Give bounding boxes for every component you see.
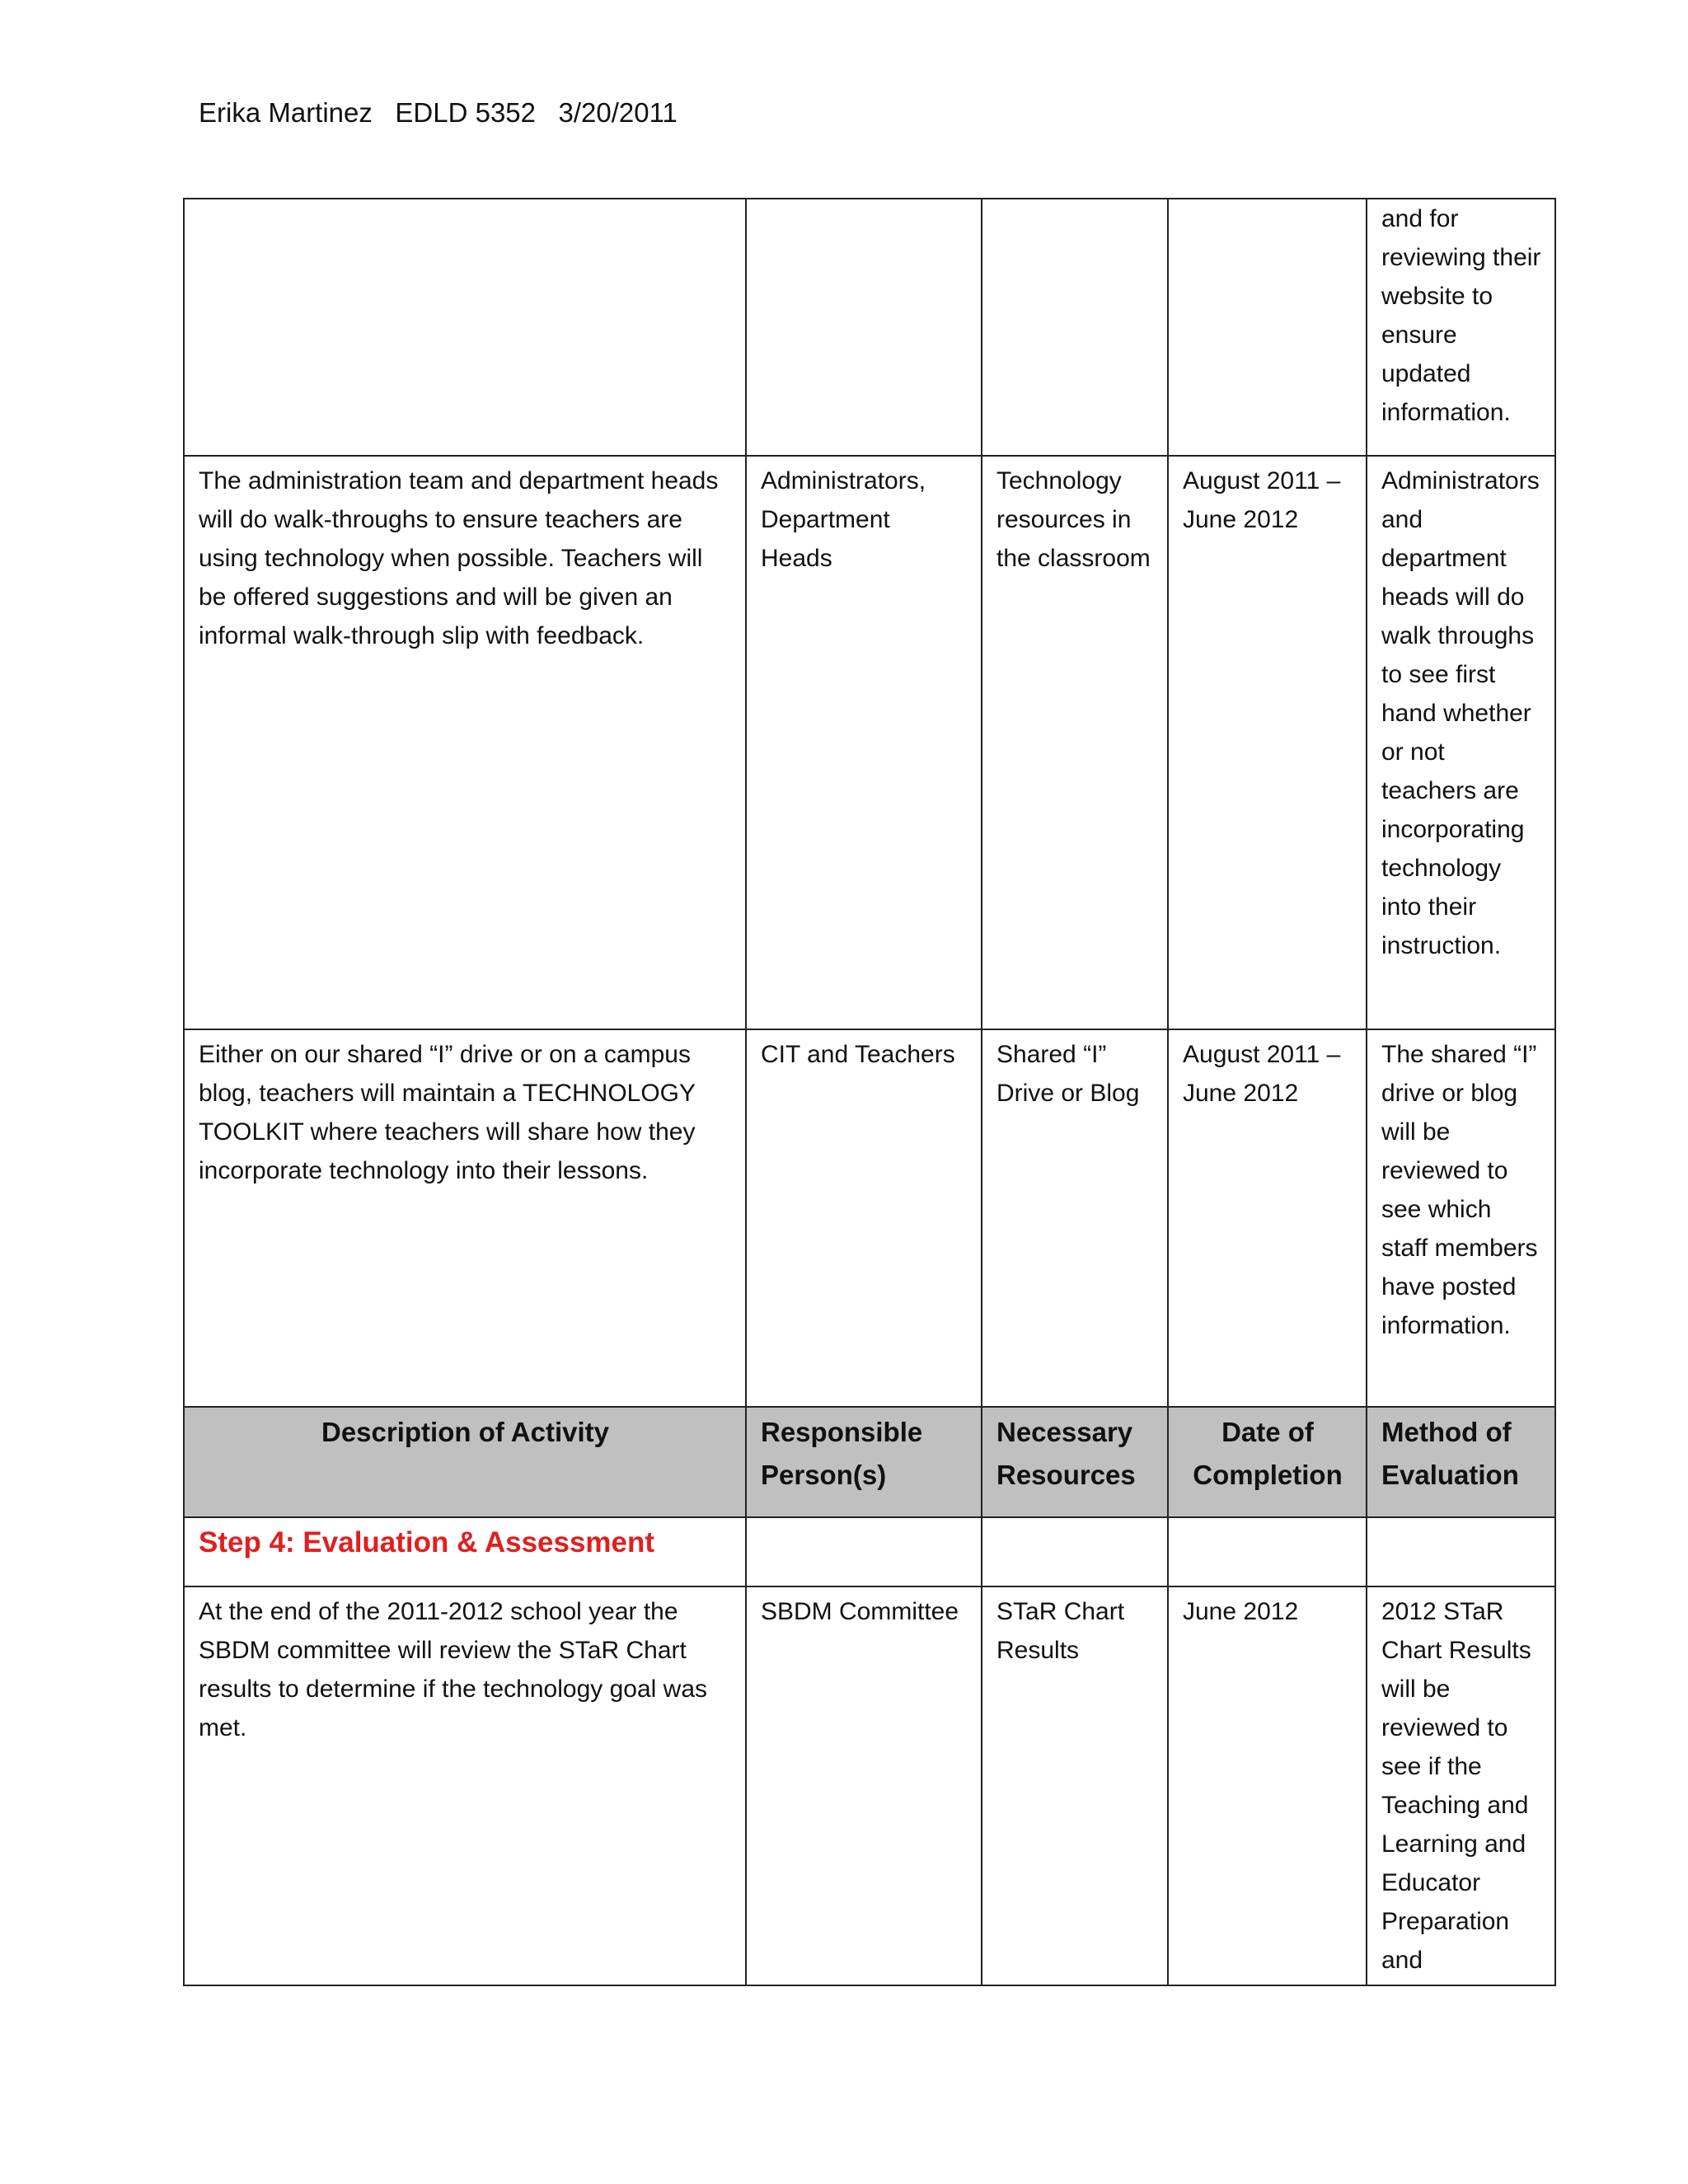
step-title: Step 4: Evaluation & Assessment xyxy=(199,1526,655,1558)
step-row xyxy=(184,1517,1555,1586)
date-cell: August 2011 – June 2012 xyxy=(1168,456,1367,1029)
responsible-cell xyxy=(746,199,982,456)
description-cell xyxy=(184,199,746,456)
empty-cell xyxy=(746,1517,982,1586)
table-row xyxy=(184,1586,1555,1985)
date-cell: June 2012 xyxy=(1168,1586,1367,1985)
date-cell: August 2011 – June 2012 xyxy=(1168,1029,1367,1407)
evaluation-cell: Administrators and department heads will do walk throughs to see first hand whether or not teachers are incorporating technology into their instruction. xyxy=(1367,456,1555,1029)
header-description: Description of Activity xyxy=(184,1407,746,1517)
resources-cell: Shared “I” Drive or Blog xyxy=(982,1029,1168,1407)
description-cell: At the end of the 2011-2012 school year the SBDM committee will review the STaR Chart results to determine if the technology goal was met. xyxy=(184,1586,746,1985)
responsible-cell: SBDM Committee xyxy=(746,1586,982,1985)
empty-cell xyxy=(1168,1517,1367,1586)
table-row xyxy=(184,1029,1555,1407)
document-header: Erika Martinez EDLD 5352 3/20/2011 xyxy=(199,97,678,128)
table-row xyxy=(184,199,1555,456)
responsible-cell: CIT and Teachers xyxy=(746,1029,982,1407)
header-responsible: Responsible Person(s) xyxy=(746,1407,982,1517)
description-cell: The administration team and department heads will do walk-throughs to ensure teachers are using technology when possible. Teachers will be offered suggestions and will be given an informal walk-through slip with feedback. xyxy=(184,456,746,1029)
header-date: Date of Completion xyxy=(1168,1407,1367,1517)
empty-cell xyxy=(982,1517,1168,1586)
column-header-row xyxy=(184,1407,1555,1517)
resources-cell: STaR Chart Results xyxy=(982,1586,1168,1985)
evaluation-cell: and for reviewing their website to ensure updated information. xyxy=(1367,199,1555,456)
header-resources: Necessary Resources xyxy=(982,1407,1168,1517)
action-plan-table xyxy=(183,198,1556,1986)
empty-cell xyxy=(1367,1517,1555,1586)
date-cell xyxy=(1168,199,1367,456)
step-title-cell xyxy=(184,1517,746,1586)
header-evaluation: Method of Evaluation xyxy=(1367,1407,1555,1517)
resources-cell xyxy=(982,199,1168,456)
evaluation-cell: The shared “I” drive or blog will be reviewed to see which staff members have posted information. xyxy=(1367,1029,1555,1407)
description-cell: Either on our shared “I” drive or on a campus blog, teachers will maintain a TECHNOLOGY TOOLKIT where teachers will share how they incorporate technology into their lessons. xyxy=(184,1029,746,1407)
resources-cell: Technology resources in the classroom xyxy=(982,456,1168,1029)
responsible-cell: Administrators, Department Heads xyxy=(746,456,982,1029)
evaluation-cell: 2012 STaR Chart Results will be reviewed to see if the Teaching and Learning and Educator Preparation and xyxy=(1367,1586,1555,1985)
table-row xyxy=(184,456,1555,1029)
